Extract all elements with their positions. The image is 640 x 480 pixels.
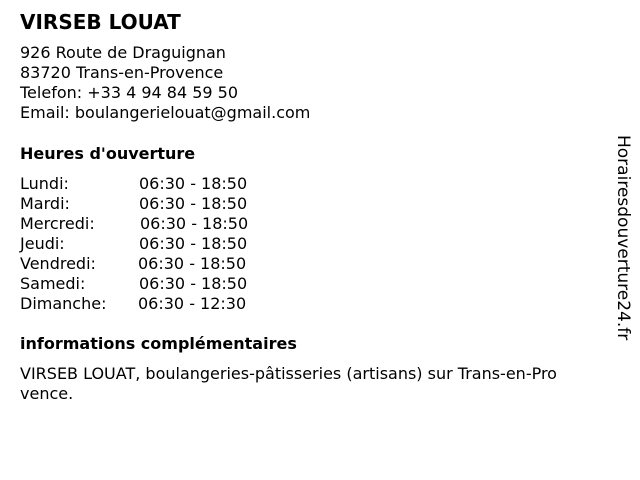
description-line: vence.: [20, 384, 74, 403]
hours-row-saturday: [20, 274, 280, 294]
time-range: 06:30 - 18:50: [139, 174, 248, 193]
phone-number: Telefon: +33 4 94 84 59 50: [20, 83, 239, 102]
hours-row-friday: [20, 254, 280, 274]
hours-row-thursday: [20, 234, 280, 254]
day-label: Dimanche:: [20, 294, 107, 313]
time-range: 06:30 - 12:30: [138, 294, 247, 313]
site-watermark: Horairesdouverture24.fr: [613, 135, 633, 341]
time-range: 06:30 - 18:50: [139, 194, 248, 213]
address-street: 926 Route de Draguignan: [20, 43, 226, 62]
day-label: Mardi:: [20, 194, 70, 213]
time-range: 06:30 - 18:50: [139, 234, 248, 253]
contact-block: [20, 43, 310, 123]
day-label: Lundi:: [20, 174, 69, 193]
day-label: Vendredi:: [20, 254, 96, 273]
hours-row-sunday: [20, 294, 280, 314]
time-range: 06:30 - 18:50: [139, 274, 248, 293]
opening-hours-heading: Heures d'ouverture: [20, 144, 196, 163]
description-line: VIRSEB LOUAT, boulangeries-pâtisseries (artisans) sur Trans-en-Pro: [20, 364, 557, 383]
opening-hours-table: [20, 174, 280, 314]
hours-row-tuesday: [20, 194, 280, 214]
hours-row-wednesday: [20, 214, 280, 234]
business-description: [20, 364, 620, 404]
day-label: Jeudi:: [20, 234, 65, 253]
day-label: Mercredi:: [20, 214, 95, 233]
additional-info-heading: informations complémentaires: [20, 334, 297, 353]
business-name: VIRSEB LOUAT: [20, 10, 181, 34]
day-label: Samedi:: [20, 274, 86, 293]
email-address: Email: boulangerielouat@gmail.com: [20, 103, 311, 122]
address-city: 83720 Trans-en-Provence: [20, 63, 224, 82]
time-range: 06:30 - 18:50: [138, 254, 247, 273]
hours-row-monday: [20, 174, 280, 194]
time-range: 06:30 - 18:50: [140, 214, 249, 233]
